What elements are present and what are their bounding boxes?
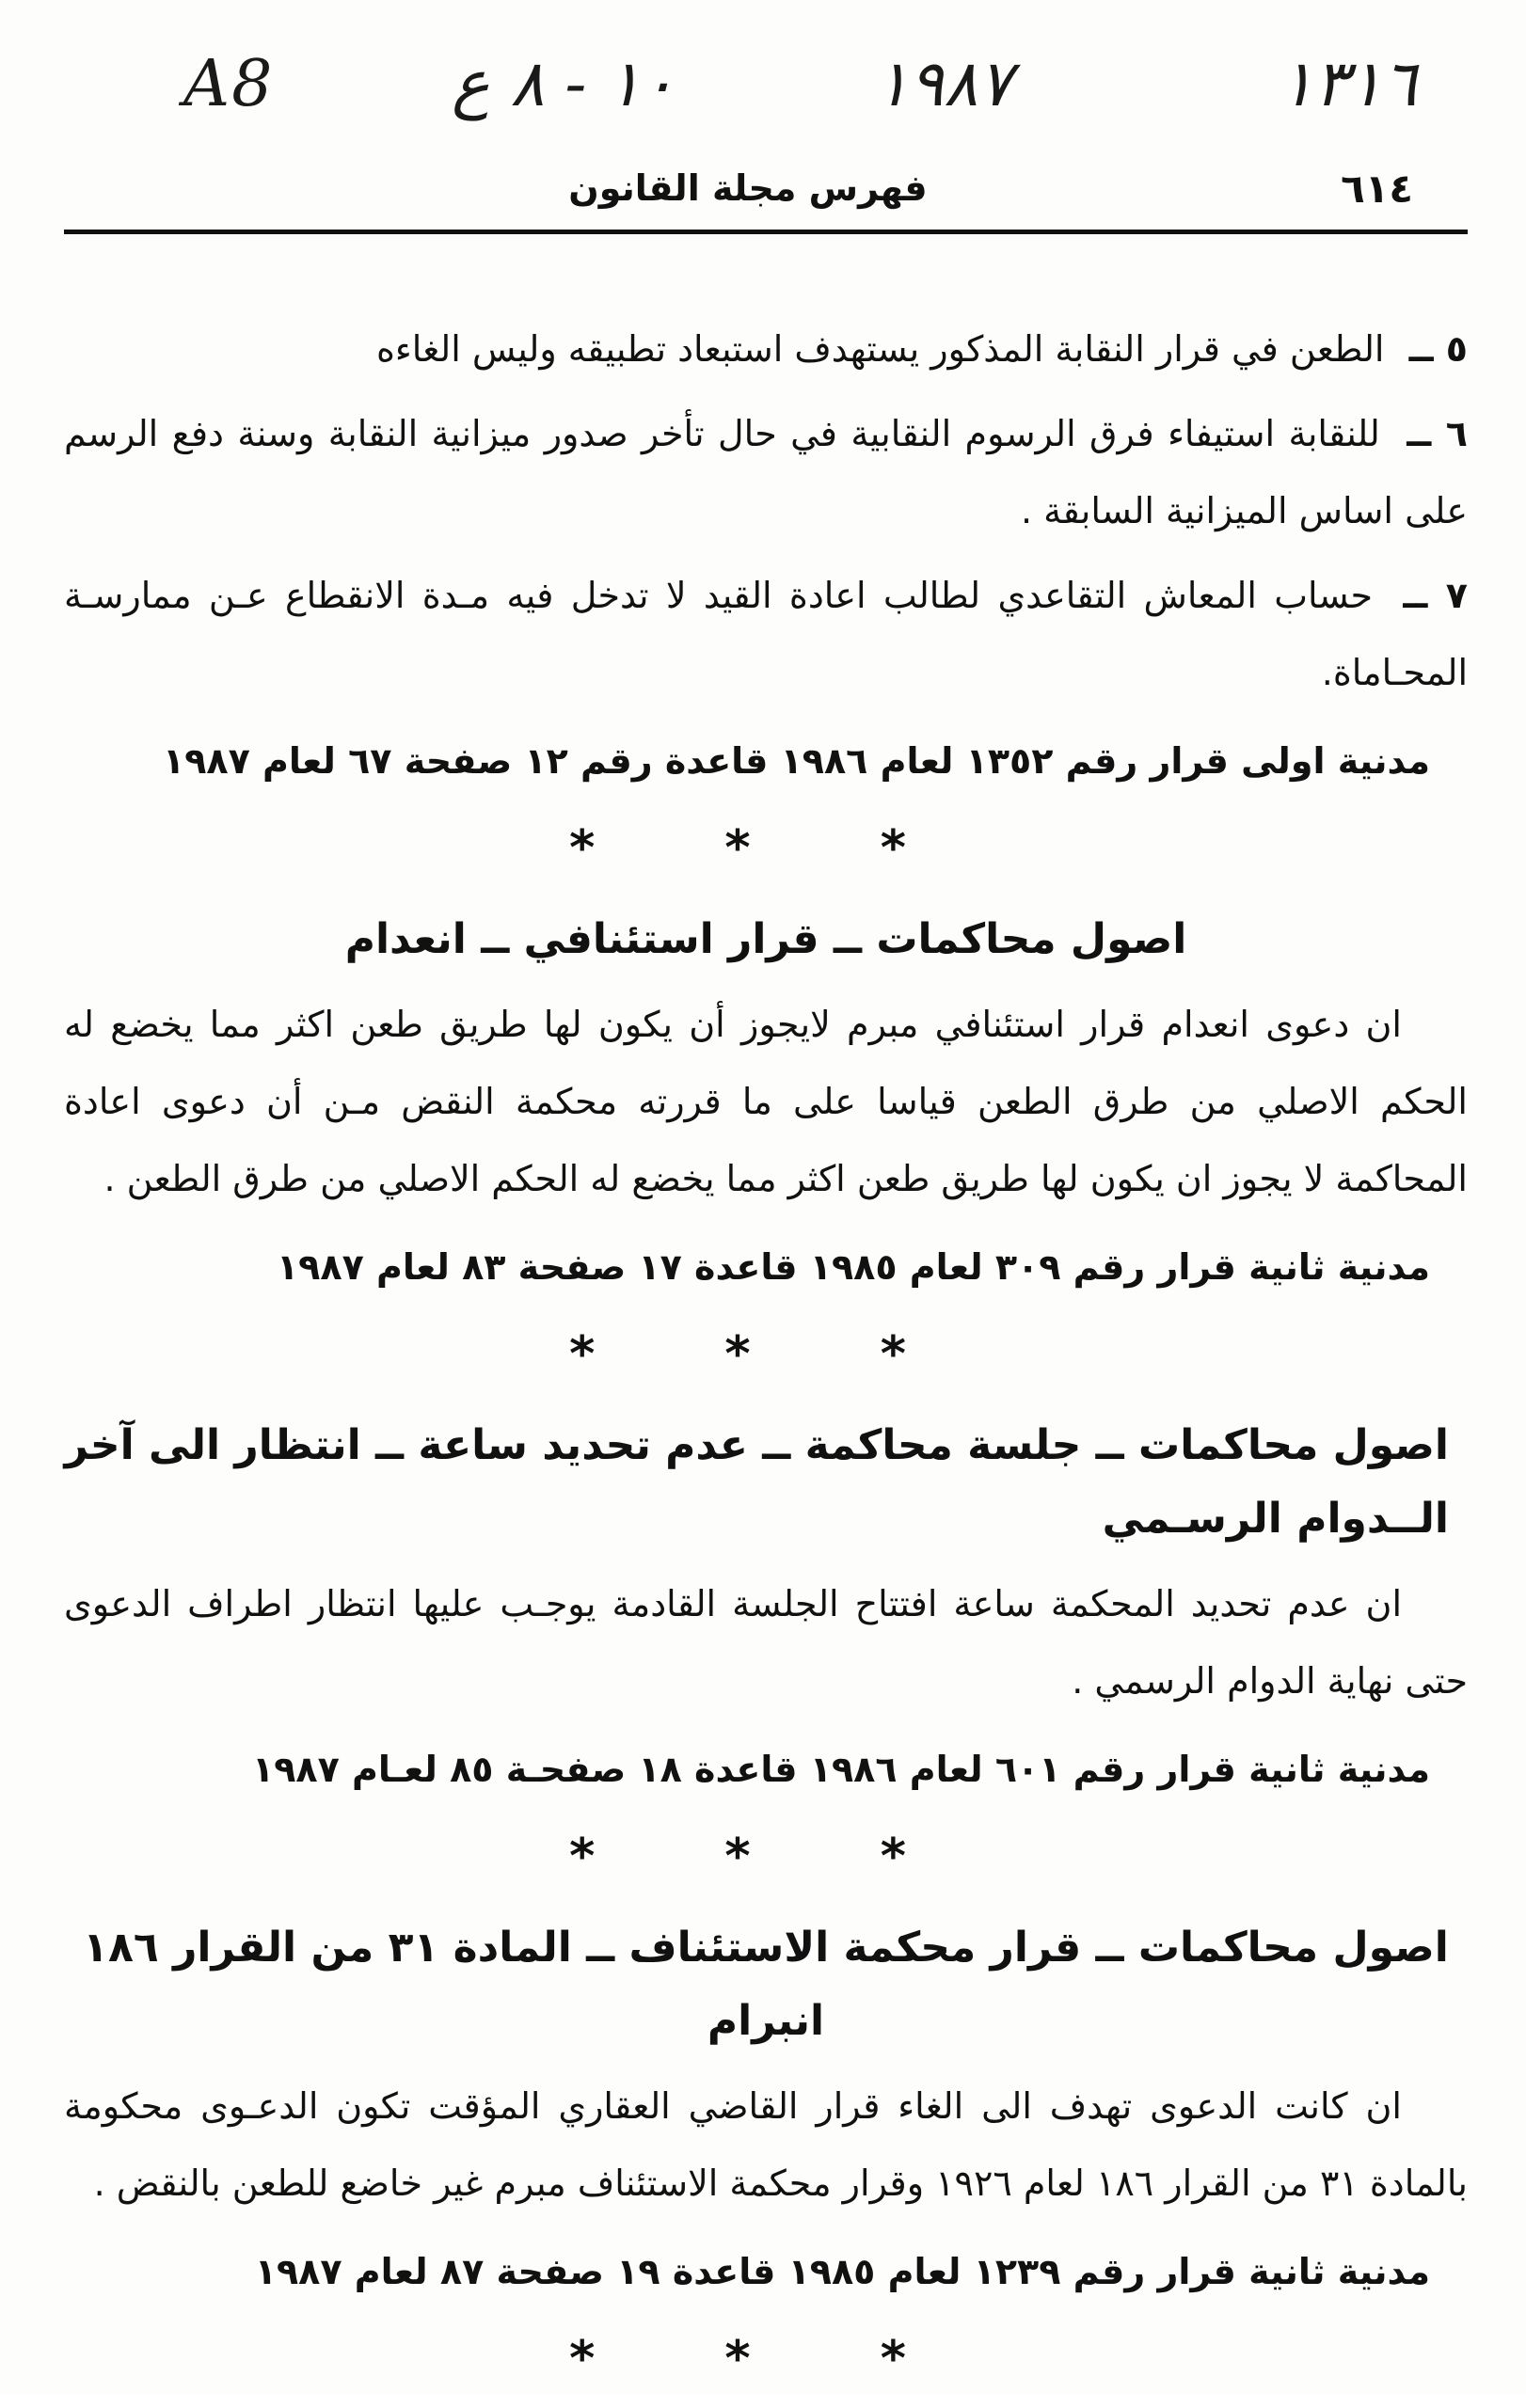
handwritten-ref-code: A8 [183, 47, 275, 121]
list-item-text: حساب المعاش التقاعدي لطالب اعادة القيد لا تدخل فيه مـدة الانقطاع عـن ممارسـة المحـاماة. [64, 575, 1468, 693]
section-separator: * * * [569, 820, 962, 877]
section-body: ان كانت الدعوى تهدف الى الغاء قرار القاضي العقاري المؤقت تكون الدعـوى محكومة بالمادة ٣١ من القرار ١٨٦ لعام ١٩٢٦ وقرار محكمة الاستئناف مبرم غير خاضع للطعن بالنقض . [64, 2085, 1468, 2204]
list-item-number: ٧ ــ [1403, 575, 1468, 616]
section-body: ان دعوى انعدام قرار استئنافي مبرم لايجوز أن يكون لها طريق طعن اكثر مما يخضع له الحكم الاصلي من طرق الطعن قياسا على ما قررته محكمة النقض مـن أن دعوى اعادة المحاكمة لا يجوز ان يكون لها طريق طعن اكثر مما يخضع له الحكم الاصلي من طرق الطعن . [64, 1004, 1468, 1199]
section-body: ان عدم تحديد المحكمة ساعة افتتاح الجلسة القادمة يوجـب عليها انتظار اطراف الدعوى حتى نهاية الدوام الرسمي . [64, 1583, 1468, 1702]
list-item [64, 310, 1468, 388]
section-separator: * * * [569, 1829, 962, 1885]
section-heading: اصول محاكمات ــ قرار استئنافي ــ انعدام [344, 915, 1187, 963]
list-item-number: ٥ ــ [1408, 328, 1468, 370]
handwritten-year: ١٩٨٧ [875, 47, 1013, 121]
section-heading: اصول محاكمات ــ جلسة محاكمة ــ عدم تحديد ساعة ــ انتظار الى آخر الــدوام الرسـمي [64, 1421, 1449, 1543]
list-item [64, 395, 1468, 549]
handwritten-date: ١٠ - ٨ ع [452, 47, 676, 121]
page-number: ٦١٤ [1341, 166, 1413, 212]
citation-reference: مدنية ثانية قرار رقم ٦٠١ لعام ١٩٨٦ قاعدة ١٨ صفحـة ٨٥ لعـام ١٩٨٧ [252, 1749, 1430, 1790]
section-heading: اصول محاكمات ــ قرار محكمة الاستئناف ــ المادة ٣١ من القرار ١٨٦ انبرام [83, 1924, 1449, 2045]
citation-reference: مدنية ثانية قرار رقم ٣٠٩ لعام ١٩٨٥ قاعدة ١٧ صفحة ٨٣ لعام ١٩٨٧ [276, 1246, 1430, 1288]
list-item-number: ٦ ــ [1407, 413, 1468, 454]
section-separator: * * * [569, 1326, 962, 1383]
list-item-text: الطعن في قرار النقابة المذكور يستهدف استبعاد تطبيقه وليس الغاءه [375, 328, 1385, 370]
citation-reference: مدنية ثانية قرار رقم ١٢٣٩ لعام ١٩٨٥ قاعدة ١٩ صفحة ٨٧ لعام ١٩٨٧ [254, 2251, 1430, 2292]
header-divider [64, 230, 1468, 234]
page-title: فهرس مجلة القانون [568, 167, 928, 209]
list-item [64, 557, 1468, 711]
section-separator: * * * [569, 2331, 962, 2387]
handwritten-number: ١٣١٦ [1280, 47, 1418, 121]
document-body [64, 310, 1468, 2408]
citation-reference: مدنية اولى قرار رقم ١٣٥٢ لعام ١٩٨٦ قاعدة رقم ١٢ صفحة ٦٧ لعام ١٩٨٧ [163, 740, 1430, 782]
list-item-text: للنقابة استيفاء فرق الرسوم النقابية في حال تأخر صدور ميزانية النقابة وسنة دفع الرسم على اساس الميزانية السابقة . [64, 413, 1468, 531]
